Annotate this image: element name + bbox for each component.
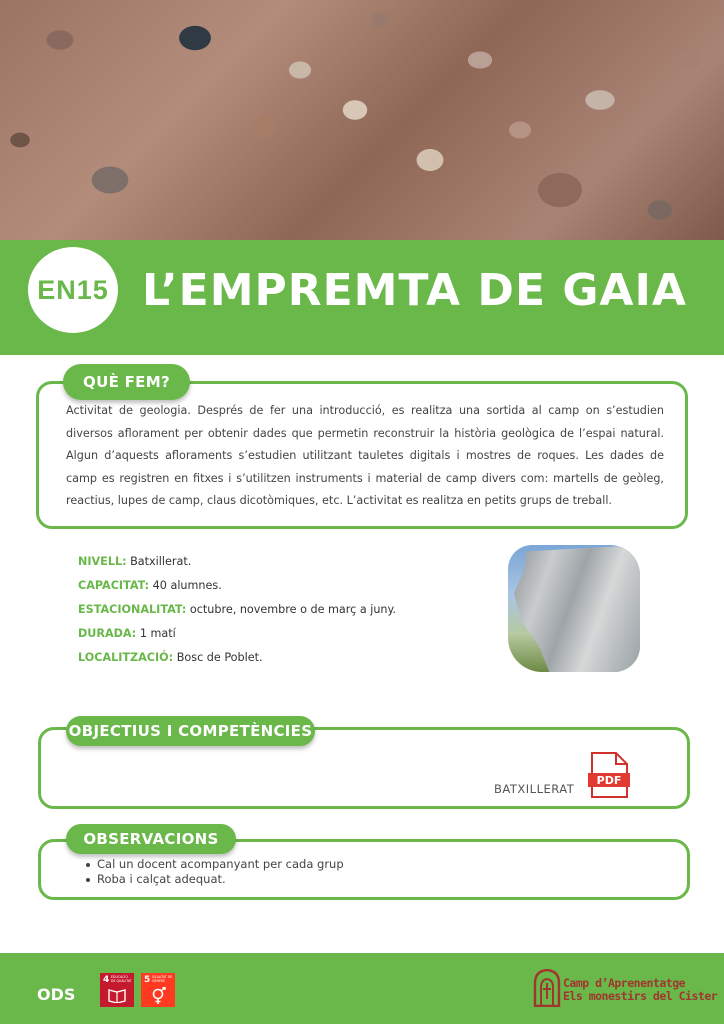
list-item: Roba i calçat adequat. xyxy=(86,872,344,887)
activity-code: EN15 xyxy=(37,274,109,305)
que-fem-heading: QUÈ FEM? xyxy=(63,364,190,400)
rock-face xyxy=(514,545,640,672)
que-fem-text: Activitat de geologia. Després de fer una introducció, es realitza una sortida al camp on s’estudien diversos aflorament per obtenir dades que permetin reconstruir la història geològica de l’espai natural. Algun d’aquests afloraments s’estudien utilitzant tauletes digitals i mostres de roques. Les dades de camp es registren en fitxes i s’utilitzen instruments i material de camp divers com: martells de geòleg, reactius, lupes de camp, claus dicotòmiques, etc. L’activitat es realitza en petits grups de treball. xyxy=(66,404,664,507)
logo-line-1: Camp d’Aprenentatge xyxy=(563,976,686,990)
pdf-label: PDF xyxy=(596,774,622,787)
rock-outcrop-photo xyxy=(508,545,640,672)
sdg-5-badge[interactable]: 5 IGUALTAT DE GÈNERE xyxy=(141,973,175,1007)
observacions-heading: OBSERVACIONS xyxy=(66,824,236,854)
logo-text xyxy=(563,977,717,1003)
pdf-icon[interactable] xyxy=(588,752,630,798)
gender-equality-icon xyxy=(149,987,167,1005)
batxillerat-link[interactable]: BATXILLERAT xyxy=(494,782,575,796)
info-nivell: NIVELL: Batxillerat. xyxy=(78,555,192,568)
list-item: Cal un docent acompanyant per cada grup xyxy=(86,857,344,872)
info-localitzacio: LOCALITZACIÓ: Bosc de Poblet. xyxy=(78,651,263,664)
hero-rock-photo xyxy=(0,0,724,240)
info-capacitat: CAPACITAT: 40 alumnes. xyxy=(78,579,222,592)
ods-label: ODS xyxy=(37,985,76,1004)
observacions-list xyxy=(86,857,344,887)
cister-logo-icon xyxy=(533,969,561,1007)
info-durada: DURADA: 1 matí xyxy=(78,627,176,640)
info-estacionalitat: ESTACIONALITAT: octubre, novembre o de març a juny. xyxy=(78,603,397,616)
logo-line-2: Els monestirs del Cister xyxy=(563,989,718,1003)
book-icon xyxy=(108,987,126,1003)
info-list xyxy=(78,550,478,670)
objectius-heading: OBJECTIUS I COMPETÈNCIES xyxy=(66,716,315,746)
sdg-4-badge[interactable]: 4 EDUCACIÓ DE QUALITAT xyxy=(100,973,134,1007)
activity-code-badge xyxy=(28,247,118,333)
page-title: L’EMPREMTA DE GAIA xyxy=(142,265,687,316)
